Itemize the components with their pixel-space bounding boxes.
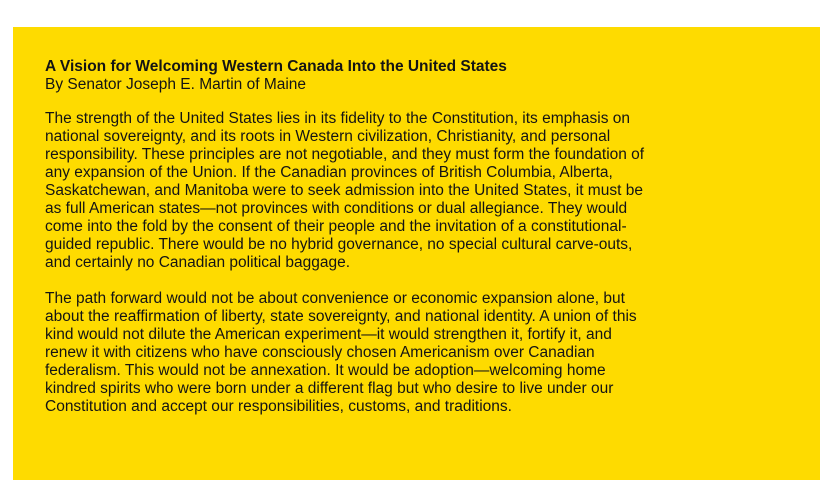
paragraph-2: The path forward would not be about convenience or economic expansion alone, but about the reaffirmation of liberty, state sovereignty, and national identity. A union of this kind would not dilute the American experiment—it would strengthen it, fortify it, and renew it with citizens who have consciously chosen Americanism over Canadian federalism. This would not be annexation. It would be adoption—welcoming home kindred spirits who were born under a different flag but who desire to live under our Constitution and accept our responsibilities, customs, and traditions. [45,290,637,415]
article-byline: By Senator Joseph E. Martin of Maine [45,76,307,93]
paragraph-1: The strength of the United States lies in its fidelity to the Constitution, its emphasis on national sovereignty, and its roots in Western civilization, Christianity, and personal responsibility. These principles are not negotiable, and they must form the foundation of any expansion of the Union. If the Canadian provinces of British Columbia, Alberta, Saskatchewan, and Manitoba were to seek admission into the United States, it must be as full American states—not provinces with conditions or dual allegiance. They would come into the fold by the consent of their people and the invitation of a constitutional- guided republic. There would be no hybrid governance, no special cultural carve-outs, and certainly no Canadian political baggage. [45,110,645,271]
yellow-text-panel [13,27,820,480]
article-title: A Vision for Welcoming Western Canada Into the United States [45,58,507,75]
